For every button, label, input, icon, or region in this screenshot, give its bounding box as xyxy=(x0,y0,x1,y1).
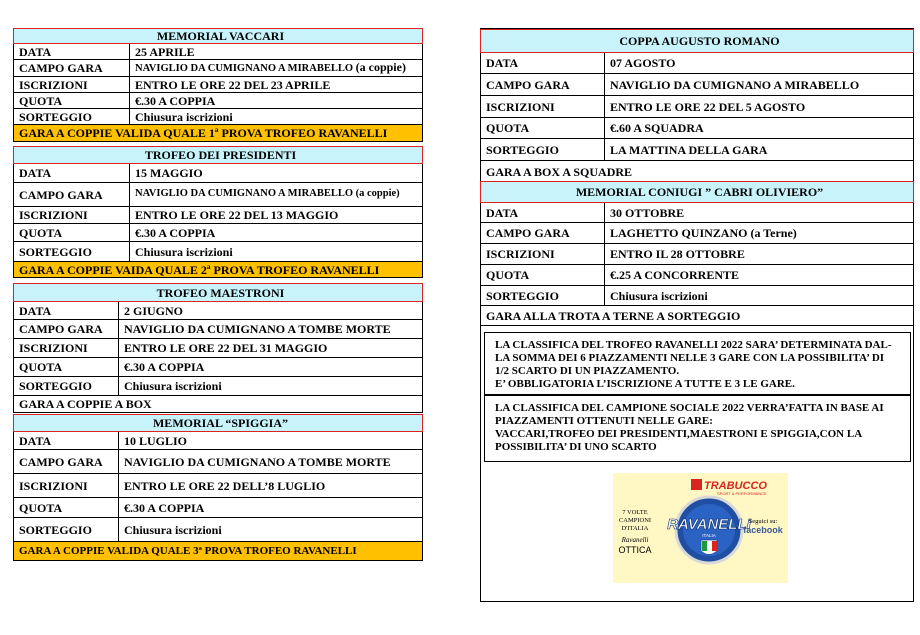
row-label: DATA xyxy=(14,302,119,320)
row-label: DATA xyxy=(14,44,130,60)
event-trofeo-presidenti xyxy=(13,146,423,278)
event-memorial-vaccari xyxy=(13,28,423,142)
row-label: ISCRIZIONI xyxy=(14,474,119,498)
event-title: MEMORIAL “SPIGGIA” xyxy=(14,415,423,432)
note-campione-sociale xyxy=(484,395,911,462)
row-label: QUOTA xyxy=(14,93,130,109)
row-label: DATA xyxy=(14,432,119,450)
row-value-extra: (a coppie) xyxy=(355,60,406,75)
row-value: ENTRO LE ORE 22 DEL 23 APRILE xyxy=(130,77,423,93)
row-value: ENTRO IL 28 OTTOBRE xyxy=(605,244,914,265)
event-memorial-spiggia xyxy=(13,414,423,561)
row-label: DATA xyxy=(14,164,130,183)
row-value: ENTRO LE ORE 22 DELL’8 LUGLIO xyxy=(119,474,423,498)
row-value: NAVIGLIO DA CUMIGNANO A MIRABELLO (a coppie) xyxy=(130,60,423,77)
row-value: Chiusura iscrizioni xyxy=(119,377,423,396)
row-label: QUOTA xyxy=(14,224,130,242)
ravanelli-badge-icon xyxy=(613,473,788,583)
row-value: 2 GIUGNO xyxy=(119,302,423,320)
event-footer: GARA ALLA TROTA A TERNE A SORTEGGIO xyxy=(481,306,914,326)
facebook-icon: facebook xyxy=(743,525,783,535)
row-value: 15 MAGGIO xyxy=(130,164,423,183)
row-label: SORTEGGIO xyxy=(14,242,130,262)
row-label: CAMPO GARA xyxy=(14,320,119,339)
event-title: MEMORIAL CONIUGI ” CABRI OLIVIERO” xyxy=(481,182,914,203)
row-value: Chiusura iscrizioni xyxy=(130,109,423,125)
row-label: ISCRIZIONI xyxy=(14,339,119,358)
event-footer: GARA A COPPIE VALIDA QUALE 1ª PROVA TROFEO RAVANELLI xyxy=(14,125,423,142)
row-value: 10 LUGLIO xyxy=(119,432,423,450)
row-value: LA MATTINA DELLA GARA xyxy=(605,139,914,161)
logo-brand: TRABUCCO xyxy=(704,480,767,492)
logo-ottica: OTTICA xyxy=(618,545,652,555)
event-title: COPPA AUGUSTO ROMANO xyxy=(481,30,914,53)
row-value: €.30 A COPPIA xyxy=(119,358,423,377)
event-footer: GARA A COPPIE A BOX xyxy=(14,396,423,413)
logo-campioni-3: D'ITALIA xyxy=(621,525,649,532)
logo-brand-sub: SPORT & PERFORMANCE xyxy=(717,491,767,496)
note-trofeo-ravanelli xyxy=(484,332,911,395)
logo-ravanelli-small: Ravanelli xyxy=(621,536,649,544)
row-value: NAVIGLIO DA CUMIGNANO A MIRABELLO xyxy=(605,74,914,96)
row-label: CAMPO GARA xyxy=(481,223,605,244)
row-label: DATA xyxy=(481,53,605,74)
row-label: CAMPO GARA xyxy=(481,74,605,96)
logo-campioni-2: CAMPIONI xyxy=(618,517,652,524)
row-label: ISCRIZIONI xyxy=(481,244,605,265)
row-value: NAVIGLIO DA CUMIGNANO A TOMBE MORTE xyxy=(119,320,423,339)
logo-badge-name: RAVANELLI xyxy=(667,516,751,533)
row-label: SORTEGGIO xyxy=(14,377,119,396)
row-value: €.30 A COPPIA xyxy=(130,93,423,109)
event-title: TROFEO MAESTRONI xyxy=(14,284,423,302)
event-coppa-augusto-romano xyxy=(480,29,914,183)
row-label: DATA xyxy=(481,203,605,223)
row-value: NAVIGLIO DA CUMIGNANO A MIRABELLO (a coppie) xyxy=(130,183,423,207)
row-value: ENTRO LE ORE 22 DEL 13 MAGGIO xyxy=(130,207,423,224)
event-memorial-cabri-oliviero xyxy=(480,181,914,326)
row-label: SORTEGGIO xyxy=(14,109,130,125)
row-value: €.30 A COPPIA xyxy=(119,498,423,518)
row-label: ISCRIZIONI xyxy=(14,77,130,93)
row-value: Chiusura iscrizioni xyxy=(130,242,423,262)
row-value: 30 OTTOBRE xyxy=(605,203,914,223)
row-value: NAVIGLIO DA CUMIGNANO A TOMBE MORTE xyxy=(119,450,423,474)
row-value: LAGHETTO QUINZANO (a Terne) xyxy=(605,223,914,244)
row-label: QUOTA xyxy=(14,358,119,377)
row-label: QUOTA xyxy=(481,118,605,139)
row-value: Chiusura iscrizioni xyxy=(605,286,914,306)
row-value: ENTRO LE ORE 22 DEL 5 AGOSTO xyxy=(605,96,914,118)
row-value: 25 APRILE xyxy=(130,44,423,60)
row-value: €.60 A SQUADRA xyxy=(605,118,914,139)
row-label: ISCRIZIONI xyxy=(481,96,605,118)
row-label: SORTEGGIO xyxy=(481,286,605,306)
logo-campioni-1: 7 VOLTE xyxy=(622,509,648,516)
sponsor-logo xyxy=(613,473,788,583)
logo-badge-italia: ITALIA xyxy=(702,533,716,538)
event-title: MEMORIAL VACCARI xyxy=(14,29,423,44)
row-label: ISCRIZIONI xyxy=(14,207,130,224)
event-trofeo-maestroni xyxy=(13,283,423,413)
row-value: ENTRO LE ORE 22 DEL 31 MAGGIO xyxy=(119,339,423,358)
row-value: €.30 A COPPIA xyxy=(130,224,423,242)
row-label: QUOTA xyxy=(14,498,119,518)
row-label: SORTEGGIO xyxy=(14,518,119,542)
event-footer: GARA A COPPIE VAIDA QUALE 2ª PROVA TROFEO RAVANELLI xyxy=(14,262,423,278)
row-label: CAMPO GARA xyxy=(14,60,130,77)
row-label: CAMPO GARA xyxy=(14,450,119,474)
row-value: 07 AGOSTO xyxy=(605,53,914,74)
row-label: SORTEGGIO xyxy=(481,139,605,161)
note-trofeo-ravanelli-text: LA CLASSIFICA DEL TROFEO RAVANELLI 2022 SARA’ DETERMINATA DAL- LA SOMMA DEI 6 PIAZZAMENTI NELLE 3 GARE CON LA POSSIBILITA’ DI 1/2 SCARTO DI UN PIAZZAMENTO. E’ OBBLIGATORIA L’ISCRIZIONE A TUTTE E 3 LE GARE. xyxy=(495,339,892,390)
note-campione-sociale-text: LA CLASSIFICA DEL CAMPIONE SOCIALE 2022 VERRA’FATTA IN BASE AI PIAZZAMENTI OTTENUTI NELLE GARE: VACCARI,TROFEO DEI PRESIDENTI,MAESTRONI E SPIGGIA,CON LA POSSIBILITA’ DI UNO SCARTO xyxy=(495,402,884,453)
row-value: €.25 A CONCORRENTE xyxy=(605,265,914,286)
event-footer: GARA A COPPIE VALIDA QUALE 3ª PROVA TROFEO RAVANELLI xyxy=(14,542,423,561)
event-title: TROFEO DEI PRESIDENTI xyxy=(14,147,423,164)
row-label: CAMPO GARA xyxy=(14,183,130,207)
row-value: Chiusura iscrizioni xyxy=(119,518,423,542)
event-footer: GARA A BOX A SQUADRE xyxy=(481,161,914,183)
row-label: QUOTA xyxy=(481,265,605,286)
logo-follow: Seguici su: xyxy=(748,518,778,525)
